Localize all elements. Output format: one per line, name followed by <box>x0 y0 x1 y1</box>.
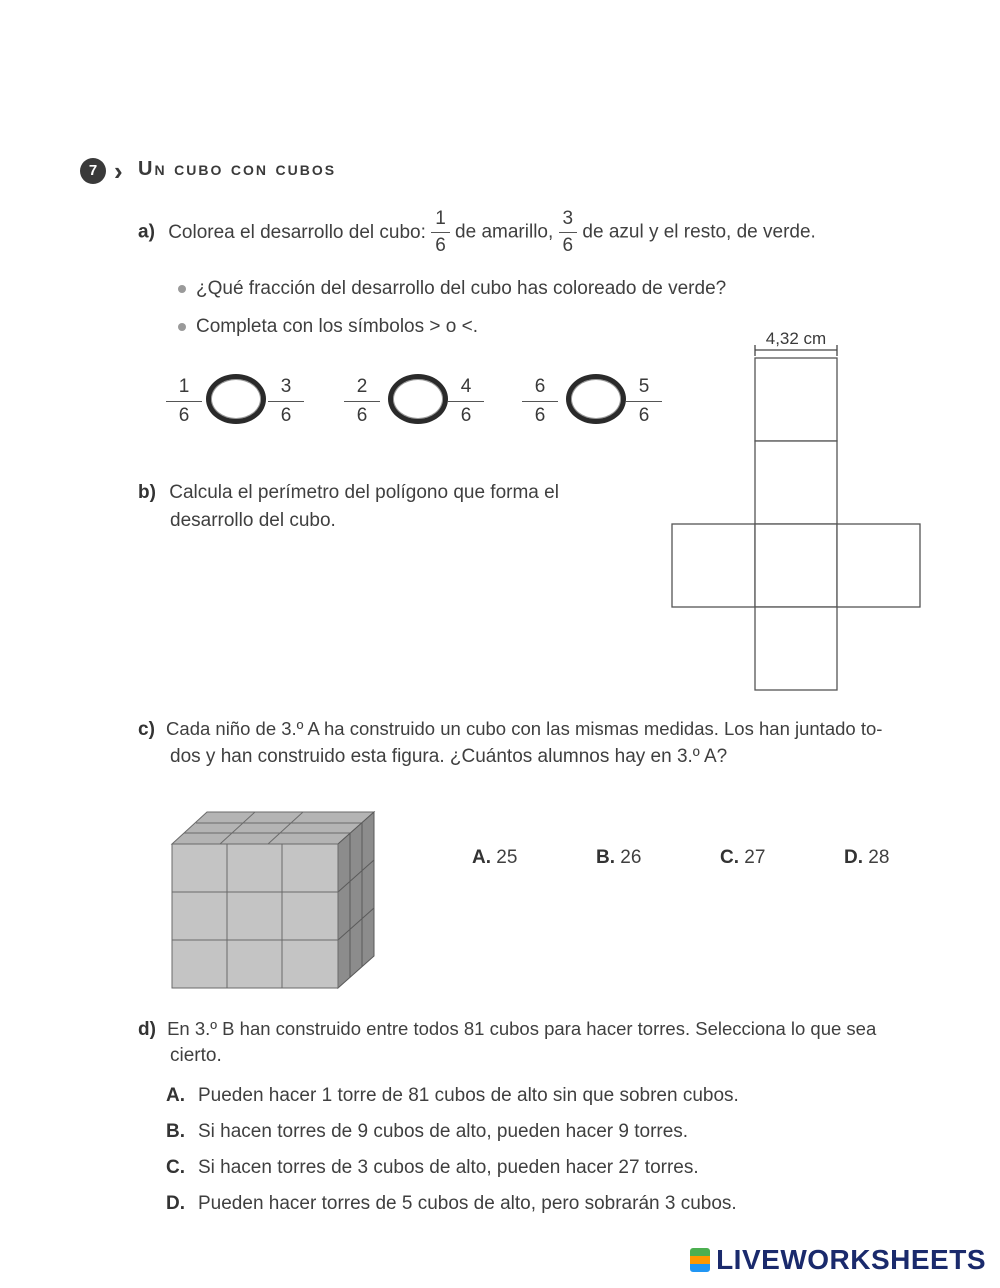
bullet-icon <box>178 285 186 293</box>
comparison-1-answer[interactable] <box>206 374 266 424</box>
part-d-line1: d) En 3.º B han construido entre todos 81 cubos para hacer torres. Selecciona lo que sea <box>138 1018 877 1040</box>
part-c-label: c) <box>138 719 155 740</box>
comparison-2-right: $\frac{4}{6}$ <box>448 376 484 427</box>
net-face-center[interactable] <box>755 524 837 607</box>
option-c-a[interactable]: A. 25 <box>472 847 518 868</box>
statement-a[interactable]: A. Pueden hacer 1 torre de 81 cubos de alto sin que sobren cubos. <box>166 1085 739 1106</box>
option-c-d[interactable]: D. 28 <box>844 847 890 868</box>
net-face-right[interactable] <box>837 524 920 607</box>
cube-front-face <box>172 844 338 988</box>
comparison-2-answer[interactable] <box>388 374 448 424</box>
fraction-yellow: $\frac{1}{6}$ <box>431 208 450 257</box>
part-b-line1: b) Calcula el perímetro del polígono que forma el <box>138 482 559 503</box>
part-d-label: d) <box>138 1019 156 1040</box>
comparison-1-right: $\frac{3}{6}$ <box>268 376 304 427</box>
part-a-statement <box>138 208 816 257</box>
part-a-mid: de amarillo, <box>455 221 554 243</box>
net-face-2[interactable] <box>755 441 837 524</box>
option-c-b[interactable]: B. 26 <box>596 847 642 868</box>
exercise-number-badge: 7 <box>80 158 106 184</box>
net-face-top[interactable] <box>755 358 837 441</box>
cube-of-cubes-figure <box>170 808 380 992</box>
liveworksheets-logo: LIVEWORKSHEETS <box>690 1244 986 1276</box>
bullet-question-green: ¿Qué fracción del desarrollo del cubo has coloreado de verde? <box>178 278 726 300</box>
liveworksheets-badge-icon <box>690 1248 710 1272</box>
part-c-line2: dos y han construido esta figura. ¿Cuántos alumnos hay en 3.º A? <box>170 746 728 767</box>
net-face-bottom[interactable] <box>755 607 837 690</box>
statement-d[interactable]: D. Pueden hacer torres de 5 cubos de alto, pero sobrarán 3 cubos. <box>166 1193 737 1214</box>
net-face-left[interactable] <box>672 524 755 607</box>
cube-net-diagram <box>660 322 930 696</box>
part-a-post: de azul y el resto, de verde. <box>582 221 816 243</box>
chevron-right-icon: › <box>114 156 123 186</box>
fraction-blue: $\frac{3}{6}$ <box>559 208 578 257</box>
section-title: Un cubo con cubos <box>138 158 337 180</box>
part-b-label: b) <box>138 482 156 503</box>
comparison-2-left: $\frac{2}{6}$ <box>344 376 380 427</box>
bullet-icon <box>178 323 186 331</box>
comparison-3-answer[interactable] <box>566 374 626 424</box>
part-b-line2: desarrollo del cubo. <box>170 510 336 531</box>
statement-b[interactable]: B. Si hacen torres de 9 cubos de alto, pueden hacer 9 torres. <box>166 1121 689 1142</box>
part-a-pre: Colorea el desarrollo del cubo: <box>168 221 426 243</box>
statement-c[interactable]: C. Si hacen torres de 3 cubos de alto, pueden hacer 27 torres. <box>166 1157 699 1178</box>
comparison-3-right: $\frac{5}{6}$ <box>626 376 662 427</box>
part-d-line2: cierto. <box>170 1045 222 1066</box>
comparison-3-left: $\frac{6}{6}$ <box>522 376 558 427</box>
bullet-complete-symbols: Completa con los símbolos > o <. <box>178 316 478 338</box>
net-dimension-label: 4,32 cm <box>765 329 827 348</box>
comparison-1-left: $\frac{1}{6}$ <box>166 376 202 427</box>
option-c-c[interactable]: C. 27 <box>720 847 766 868</box>
part-c-line1: c) Cada niño de 3.º A ha construido un cubo con las mismas medidas. Los han juntado to- <box>138 718 883 740</box>
part-a-label: a) <box>138 221 155 243</box>
